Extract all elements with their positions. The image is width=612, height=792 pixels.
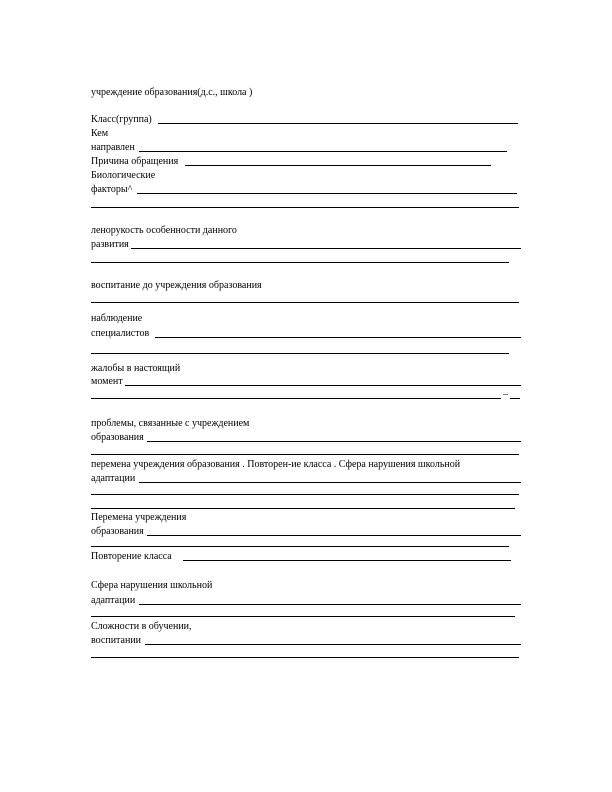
changes-field-2[interactable] (91, 494, 519, 495)
development-field[interactable] (131, 248, 521, 249)
complaints-field-3[interactable] (510, 398, 520, 399)
changes-label-1: перемена учреждения образования . Повторен-ие класса . Сфера нарушения школьной (91, 459, 461, 470)
changes-field[interactable] (139, 482, 521, 483)
bio-factors-label-2: факторы^ (91, 184, 133, 195)
referred-by-field[interactable] (139, 151, 507, 152)
changes-label-2: адаптации (91, 473, 136, 484)
repeat-class-label: Повторение класса (91, 551, 172, 562)
complaints-field[interactable] (125, 385, 521, 386)
complaints-field-2[interactable] (91, 398, 501, 399)
institution-change-label-2: образования (91, 526, 144, 537)
difficulties-field-2[interactable] (91, 657, 519, 658)
observation-field[interactable] (155, 337, 521, 338)
changes-field-3[interactable] (91, 508, 515, 509)
institution-change-label-1: Перемена учреждения (91, 512, 187, 523)
institution-header: учреждение образования(д.с., школа ) (91, 87, 253, 98)
complaints-dash: – (503, 389, 508, 400)
reason-label: Причина обращения (91, 156, 179, 167)
upbringing-field[interactable] (91, 302, 519, 303)
difficulties-field[interactable] (145, 644, 521, 645)
bio-factors-field[interactable] (137, 193, 517, 194)
observation-label-2: специалистов (91, 328, 150, 339)
difficulties-label-2: воспитании (91, 635, 142, 646)
problems-label-1: проблемы, связанные с учреждением (91, 418, 250, 429)
referred-by-label-2: направлен (91, 142, 135, 153)
bio-factors-label-1: Биологические (91, 170, 156, 181)
upbringing-label: воспитание до учреждения образования (91, 280, 262, 291)
development-field-2[interactable] (91, 262, 509, 263)
problems-label-2: образования (91, 432, 144, 443)
adaptation-field-2[interactable] (91, 616, 515, 617)
class-field[interactable] (158, 123, 518, 124)
development-label-2: развития (91, 239, 129, 250)
problems-field[interactable] (147, 441, 521, 442)
problems-field-2[interactable] (91, 454, 519, 455)
adaptation-label-2: адаптации (91, 595, 136, 606)
class-label: Класс(группа) (91, 114, 152, 125)
referred-by-label-1: Кем (91, 128, 109, 139)
observation-field-2[interactable] (91, 353, 509, 354)
complaints-label-2: момент (91, 376, 123, 387)
institution-change-field[interactable] (147, 535, 521, 536)
reason-field[interactable] (185, 165, 491, 166)
repeat-class-field[interactable] (183, 560, 511, 561)
complaints-label-1: жалобы в настоящий (91, 363, 181, 374)
bio-factors-field-2[interactable] (91, 207, 519, 208)
adaptation-field[interactable] (139, 604, 521, 605)
adaptation-label-1: Сфера нарушения школьной (91, 580, 213, 591)
institution-change-field-2[interactable] (91, 546, 509, 547)
observation-label-1: наблюдение (91, 313, 143, 324)
difficulties-label-1: Сложности в обучении, (91, 621, 192, 632)
development-label-1: ленорукость особенности данного (91, 225, 237, 236)
